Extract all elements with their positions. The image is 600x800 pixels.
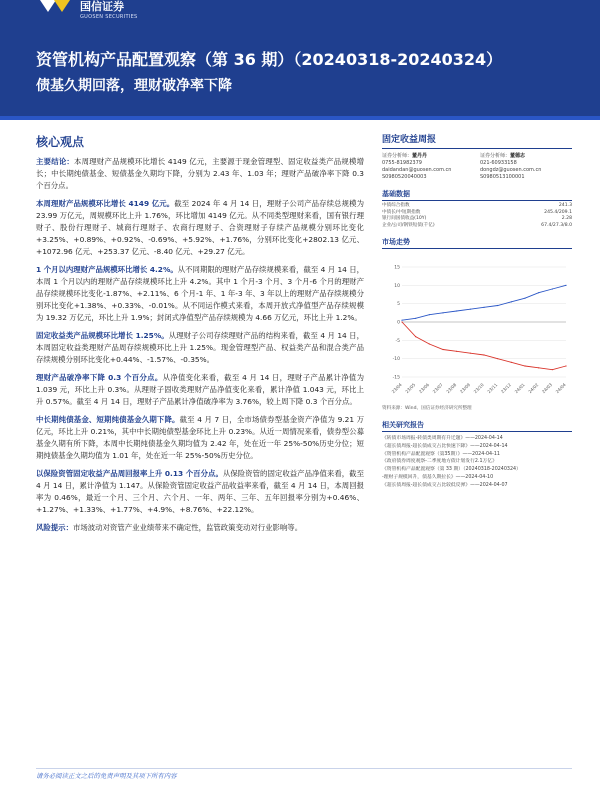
footer-divider xyxy=(36,768,572,769)
analyst-email[interactable]: daidandan@guosen.com.cn xyxy=(382,167,452,173)
series-1-point xyxy=(470,309,471,310)
chart-title: 市场走势 xyxy=(382,237,572,249)
related-reports xyxy=(382,435,572,490)
paragraph-text: 从不同期限的理财产品存续规模来看，截至 4 月 14 日，本周 1 个月以内的理财产品存续规模环比上升 4.2%。其中 1 个月-3 个月、3 个月-6 个月的理财产品存续规模环比变化-1.87%、+2.11%、6 个月-1 年、1 年-3 年、3 年以上的理财产品存续规模分别环比变化+1.38%、+0.33%、-0.01%。从不同运作模式来看，本周开放式净值型产品存续规模为 19.32 万亿元，环比上升 1.9%；封闭式净值型产品存续规模为 4.66 万亿元，环比上升 1.2%。 xyxy=(36,265,364,322)
paragraph-lead: 以保险资管固定收益产品周回报率上升 0.13 个百分点。 xyxy=(36,469,223,478)
series-1-point xyxy=(415,318,416,319)
analyst-email[interactable]: dongdz@guosen.com.cn xyxy=(480,167,542,173)
x-tick-label: 23/12 xyxy=(499,382,513,395)
core-view-paragraph xyxy=(36,264,364,324)
x-tick-label: 23/09 xyxy=(458,382,472,395)
paragraph-text: 市场波动对资管产业业绩带来不确定性，监管政策变动对行业影响等。 xyxy=(72,523,303,532)
analyst-label: 证券分析师： xyxy=(480,153,511,159)
series-2-point xyxy=(524,365,525,366)
market-trend-chart xyxy=(382,253,572,403)
paragraph-lead: 理财产品破净率下降 0.3 个百分点。 xyxy=(36,373,163,382)
analyst-cert: S0980513100001 xyxy=(480,174,525,180)
paragraph-text: 截至 2024 年 4 月 14 日，理财子公司产品存续总规模为 23.99 万亿元，周规模环比上升 1.76%，环比增加 4149 亿元。从不同类型理财来看，国有银行理财子、股份行理财子、城商行理财子、农商行理财子、合资理财子存续产品规模分别环比变化+3.25%、+0.89%、+0.92%、-0.69%、+5.92%、+1.76%，分别环比变化+2802.13 亿元、+1072.96 亿元、+253.37 亿元、-8.40 亿元、+29.27 亿元。 xyxy=(36,199,365,256)
basic-data-table xyxy=(382,203,572,229)
analyst-cert: S0980520040003 xyxy=(382,174,427,180)
basic-data-value: 67.4/27.3/8.0 xyxy=(541,222,572,228)
y-tick-label: 5 xyxy=(397,302,400,308)
series-2-point xyxy=(470,353,471,354)
related-report-link[interactable]: 《转债市场周报-转债类周期有升迁题》——2024-04-14 xyxy=(382,436,503,441)
series-line-2 xyxy=(402,322,566,370)
related-report-link[interactable]: 《超长债周报-超长债成交占比较低反弹》——2024-04-07 xyxy=(382,482,508,488)
paragraph-text: 截至 4 月 7 日，全市场债券型基金资产净值为 9.21 万亿元，环比上升 0.21%，其中中长期纯债型基金环比上升 0.23%。从近一周情况来看，债券型公募基金久期有所下降，本周中长期纯债基金久期均值为 2.42 年，处在近一年 25%-50%历史分位；短期纯债基金久期均值为 1.01 年，处在近一年 25%-50%历史分位。 xyxy=(36,415,364,460)
brand-name: 国信证券 xyxy=(80,0,124,13)
paragraph-lead: 风险提示： xyxy=(36,523,73,532)
basic-data-label: 中债综合指数 xyxy=(382,203,410,208)
series-1-point xyxy=(401,320,402,321)
series-1-point xyxy=(456,310,457,311)
basic-data-value: 241.3 xyxy=(558,203,572,208)
series-2-point xyxy=(456,351,457,352)
header-accent-bar xyxy=(0,116,600,120)
paragraph-text: 从理财子公司存续理财产品的结构来看，截至 4 月 14 日，本周固定收益类理财产品周存续规模环比上升 1.25%。现金管理型产品、权益类产品和混合类产品存续规模分别环比变化+0.44%、-1.57%、-0.35%。 xyxy=(36,331,364,364)
analyst-label: 证券分析师： xyxy=(382,153,413,159)
basic-data-label: 银行间国债收益(10Y) xyxy=(382,216,427,221)
basic-data-label: 企业/公司/钢铁短债(千亿) xyxy=(382,222,435,228)
series-2-point xyxy=(538,367,539,368)
paragraph-lead: 本周理财产品规模环比增长 4149 亿元。 xyxy=(36,199,175,208)
analyst-name: 董德志 xyxy=(510,153,526,159)
x-tick-label: 23/05 xyxy=(404,382,417,395)
report-subtitle: 债基久期回落，理财破净率下降 xyxy=(36,78,232,94)
disclaimer-footer: 请务必阅读正文之后的免责声明及其项下所有内容 xyxy=(36,772,177,780)
guosen-logo-icon xyxy=(36,0,76,18)
x-tick-label: 24/03 xyxy=(540,382,554,395)
analyst-2 xyxy=(480,153,572,181)
y-tick-label: 10 xyxy=(394,283,400,289)
x-tick-label: 23/08 xyxy=(445,382,458,395)
analyst-name: 董丹丹 xyxy=(412,153,428,159)
series-1-point xyxy=(483,307,484,308)
core-view-paragraph xyxy=(36,198,364,258)
series-1-point xyxy=(552,288,553,289)
paragraph-lead: 主要结论： xyxy=(36,157,75,166)
series-line-1 xyxy=(402,285,566,320)
series-1-point xyxy=(524,298,525,299)
y-tick-label: 15 xyxy=(394,265,400,271)
series-2-point xyxy=(415,336,416,337)
basic-data-title: 基础数据 xyxy=(382,189,572,201)
series-2-point xyxy=(552,369,553,370)
core-views-body xyxy=(36,156,364,534)
related-title: 相关研究报告 xyxy=(382,420,572,432)
x-tick-label: 24/04 xyxy=(554,382,567,395)
sidebar xyxy=(382,134,572,490)
analyst-phone: 0755-81982379 xyxy=(382,160,422,166)
basic-data-row xyxy=(382,223,572,230)
core-views-column xyxy=(36,134,364,540)
series-1-point xyxy=(511,301,512,302)
analyst-info xyxy=(382,153,572,181)
series-2-point xyxy=(511,362,512,363)
series-2-point xyxy=(401,321,402,322)
x-tick-label: 23/04 xyxy=(390,382,403,395)
basic-data-value: 2.28 xyxy=(561,216,572,221)
brand-name-en: GUOSEN SECURITIES xyxy=(80,14,138,20)
related-report-link[interactable]: 《政府债券周度观察-二季度地方债计划发行2.1万亿》 xyxy=(382,459,497,465)
core-view-paragraph xyxy=(36,330,364,366)
y-tick-label: -5 xyxy=(395,338,400,344)
series-2-point xyxy=(497,358,498,359)
series-2-point xyxy=(442,349,443,350)
related-report-link[interactable]: 《资管机构产品配置观察（第35期）》——2024-04-11 xyxy=(382,451,500,457)
core-view-paragraph xyxy=(36,156,364,192)
paragraph-text: 从保险资管的固定收益产品净值来看，截至 4 月 14 日，累计净值为 1.147。从保险资管固定收益产品收益率来看，截至 4 月 14 日，本周回报率为 0.46%，最近一个月、三个月、六个月、一年、两年、三年、五年回报率分别为+0.46%、+1.27%、+1.33%、+1.77%、+4.9%、+8.76%、+22.12%。 xyxy=(36,469,364,514)
y-tick-label: -15 xyxy=(392,375,400,381)
paragraph-lead: 1 个月以内理财产品规模环比增长 4.2%。 xyxy=(36,265,178,274)
core-view-paragraph xyxy=(36,414,364,462)
weekly-title: 固定收益周报 xyxy=(382,134,572,149)
x-tick-label: 23/06 xyxy=(417,382,431,395)
y-tick-label: 0 xyxy=(397,320,400,326)
series-1-point xyxy=(429,314,430,315)
x-tick-label: 23/11 xyxy=(486,382,499,395)
chart-source: 资料来源：Wind、国信证券经济研究所整理 xyxy=(382,406,472,411)
paragraph-text: 本周理财产品规模环比增长 4149 亿元，主要源于现金管理型、固定收益类产品规模增长；中长期纯债基金、短债基金久期均下降，分别为 2.43 年、1.03 年；理财产品破净率下降 0.3 个百分点。 xyxy=(36,157,364,190)
series-2-point xyxy=(565,365,566,366)
series-1-point xyxy=(538,292,539,293)
y-tick-label: -10 xyxy=(392,357,400,363)
core-views-title: 核心观点 xyxy=(36,135,85,149)
related-report-link[interactable]: -理财子规模回升，债基久期拉长》——2024-04-10 xyxy=(382,474,494,480)
basic-data-value: 245.4/209.1 xyxy=(544,209,572,215)
x-tick-label: 23/07 xyxy=(431,382,444,395)
series-1-point xyxy=(497,305,498,306)
series-1-point xyxy=(442,312,443,313)
series-2-point xyxy=(429,343,430,344)
analyst-phone: 021-60933158 xyxy=(480,160,517,166)
core-view-paragraph xyxy=(36,522,364,534)
report-header xyxy=(0,0,600,120)
paragraph-lead: 固定收益类产品规模环比增长 1.25%。 xyxy=(36,331,169,340)
chart-svg xyxy=(382,253,572,403)
basic-data-label: 中债长/中短期指数 xyxy=(382,209,421,215)
paragraph-lead: 中长期纯债基金、短期纯债基金久期下降。 xyxy=(36,415,180,424)
core-view-paragraph xyxy=(36,468,364,516)
core-view-paragraph xyxy=(36,372,364,408)
x-tick-label: 24/01 xyxy=(513,382,526,395)
analyst-1 xyxy=(382,153,474,181)
related-report-link[interactable]: 《超长债周报-超长债成交占比快速下降》——2024-04-14 xyxy=(382,443,508,449)
x-tick-label: 24/02 xyxy=(527,382,540,395)
paragraph-text: 从净值变化来看，截至 4 月 14 日，理财子产品累计净值为 1.039 元，环比上升 0.3%。从理财子固收类理财产品净值变化来看，累计净值 1.043 元，环比上升 0.57%。截至 4 月 14 日，理财子产品累计净值破净率为 3.76%，较上周下降 0.3 个百分点。 xyxy=(36,373,364,406)
report-title: 资管机构产品配置观察（第 36 期）（20240318-20240324） xyxy=(36,50,503,69)
series-2-point xyxy=(483,354,484,355)
series-1-point xyxy=(565,285,566,286)
related-report-link[interactable]: 《资管机构产品配置观察（第 33 期）（20240318-20240324） xyxy=(382,467,521,473)
x-tick-label: 23/10 xyxy=(472,382,485,395)
